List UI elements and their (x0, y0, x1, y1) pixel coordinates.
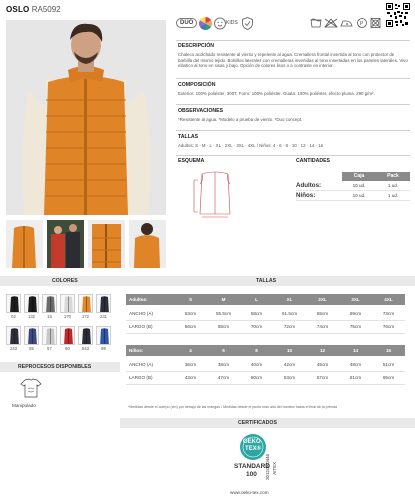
size-header: 10 (286, 348, 293, 353)
color-swatch-55[interactable] (24, 326, 39, 345)
no-tumble-dry-icon (371, 19, 380, 28)
divider (176, 130, 410, 131)
oeko-tex-logo: OEKO TEX® STANDARD 100 2012OK0446 AITEX (236, 432, 294, 490)
table-cell: 66cm (184, 324, 197, 329)
color-wheel-icon (199, 17, 212, 35)
color-code: 02 (11, 314, 16, 319)
svg-text:P: P (360, 21, 364, 27)
care-icons (310, 16, 382, 34)
table-header-label: Adultos: (129, 297, 148, 302)
table-cell: 40cm (250, 362, 263, 367)
schematic-drawing (190, 168, 240, 223)
pack-header: Pack (376, 172, 410, 181)
observaciones-title: OBSERVACIONES (178, 108, 224, 114)
divider (176, 104, 410, 105)
kids-label: KIDS (226, 20, 238, 26)
table-cell: 53cm (184, 311, 197, 316)
color-swatch-132[interactable] (24, 294, 39, 313)
kids-size-table (126, 345, 408, 400)
size-header: 4 (189, 348, 192, 353)
color-swatch-231[interactable] (96, 294, 111, 313)
table-cell: 47cm (217, 375, 230, 380)
divider (176, 78, 410, 79)
tallas-table-title: TALLAS (256, 278, 277, 284)
color-code: 60 (65, 346, 70, 351)
table-cell: 48cm (349, 362, 362, 367)
size-header: XL (286, 297, 293, 302)
product-photo (6, 20, 166, 215)
table-row: Adultos: 10 ud. 1 ud. (296, 181, 410, 191)
color-code: 57 (47, 346, 52, 351)
table-row-label: ANCHO (A) (129, 362, 153, 367)
table-cell: 51cm (382, 362, 395, 367)
tallas-text: Adultos: S · M · L · XL · 2XL · 3XL · 4XL / Niños: 4 · 6 · 8 · 10 · 12 · 14 · 16 (178, 143, 324, 148)
color-swatch-99[interactable] (96, 326, 111, 345)
color-swatch-170[interactable] (60, 294, 75, 313)
color-code: 15 (47, 314, 52, 319)
size-header: 4XL (384, 297, 393, 302)
kids-icon (214, 17, 226, 35)
iron-icon (341, 21, 352, 26)
table-cell: 43cm (184, 375, 197, 380)
table-cell: 72cm (283, 324, 296, 329)
table-cell: 65cm (382, 375, 395, 380)
table-cell: 36cm (184, 362, 197, 367)
color-code: 172 (82, 314, 89, 319)
oeko-tex-link[interactable]: www.oeko-tex.com (230, 490, 269, 495)
color-swatch-57[interactable] (42, 326, 57, 345)
color-swatch-15[interactable] (42, 294, 57, 313)
esquema-title: ESQUEMA (178, 158, 205, 164)
size-header: L (255, 297, 258, 302)
size-header: 14 (352, 348, 359, 353)
color-swatch-02[interactable] (6, 294, 21, 313)
size-header: 16 (385, 348, 392, 353)
dry-clean-icon (358, 19, 367, 28)
thumbnail-strip[interactable] (6, 220, 166, 268)
product-header (6, 5, 61, 14)
product-code: RA5092 (31, 5, 61, 14)
table-cell: 76cm (382, 324, 395, 329)
table-cell: 58cm (250, 311, 263, 316)
size-note: *Medidas desde el cuerpo (cm) por debajo de las mangas / Medidas desde el punto más alto del hombro hasta el final de la prenda (128, 405, 337, 409)
row-divider (126, 320, 405, 321)
table-header-label: Niños: (129, 348, 144, 353)
qr-code[interactable] (386, 3, 410, 27)
thumbnail-back[interactable] (129, 220, 166, 268)
color-code: 132 (28, 314, 35, 319)
table-cell: 73cm (382, 311, 395, 316)
row-divider (126, 371, 405, 372)
descripcion-text: Chaleco acolchado resistente al viento y repelente al agua. Cremallera frontal invertida al tono con protector de barbilla del mismo tejido. Bolsillos laterales con cremalleras invertidas al tono insertadas en los paneles laterales. Vivo elástico al tono en sisas y bajo. Opción de colores lisos o a contraste en interior. (178, 52, 408, 69)
tallas-title: TALLAS (178, 134, 199, 140)
observaciones-text: *Resistente al agua. *Modelo a prueba de viento. *Duo concept. (178, 117, 303, 122)
table-cell: 55.5cm (215, 311, 232, 316)
table-cell: 57cm (316, 375, 329, 380)
row-divider (126, 333, 405, 334)
reprocesos-title: REPROCESOS DISPONIBLES (18, 364, 92, 370)
color-code: 55 (29, 346, 34, 351)
wash-icon (311, 19, 321, 27)
table-cell: 74cm (316, 324, 329, 329)
table-row-label: LARGO (B) (129, 375, 153, 380)
color-code: 843 (82, 346, 89, 351)
divider (176, 155, 410, 156)
thumbnail-detail[interactable] (88, 220, 125, 268)
color-code: 99 (101, 346, 106, 351)
caja-header: Caja (342, 172, 376, 181)
size-header: 3XL (351, 297, 360, 302)
table-row-label: ANCHO (A) (129, 311, 153, 316)
thumbnail-couple[interactable] (47, 220, 84, 268)
table-row: Niños: 10 ud. 1 ud. (296, 191, 410, 201)
table-cell: 53cm (283, 375, 296, 380)
tshirt-icon (16, 378, 46, 398)
colores-title: COLORES (52, 278, 78, 284)
size-header: 6 (222, 348, 225, 353)
size-header: 8 (255, 348, 258, 353)
color-code: 243 (10, 346, 17, 351)
duo-badge: DUO (176, 18, 197, 28)
table-cell: 65cm (316, 311, 329, 316)
color-swatch-843[interactable] (78, 326, 93, 345)
shield-icon (242, 17, 253, 35)
table-cell: 42cm (283, 362, 296, 367)
product-name: OSLO (6, 5, 30, 14)
color-code: 170 (64, 314, 71, 319)
table-cell: 75cm (349, 324, 362, 329)
color-swatch-60[interactable] (60, 326, 75, 345)
adult-size-table (126, 294, 408, 344)
size-header: 2XL (318, 297, 327, 302)
size-header: S (188, 297, 193, 302)
table-cell: 69cm (349, 311, 362, 316)
composicion-text: Exterior: 100% poliéster, 300T. Forro: 100% poliéster. Guata: 100% poliéster, efecto pluma. 290 g/m². (178, 91, 375, 96)
composicion-title: COMPOSICIÓN (178, 82, 216, 88)
table-cell: 38cm (217, 362, 230, 367)
thumbnail-orange-vest[interactable] (6, 220, 43, 268)
manipulado-label: Manipulado (12, 403, 36, 408)
table-row-label: LARGO (B) (129, 324, 153, 329)
certificados-title: CERTIFICADOS (238, 420, 277, 426)
descripcion-title: DESCRIPCIÓN (178, 43, 215, 49)
row-divider (126, 384, 405, 385)
cantidades-table (296, 172, 410, 201)
table-cell: 61cm (349, 375, 362, 380)
color-code: 231 (100, 314, 107, 319)
table-cell: 70cm (250, 324, 263, 329)
size-header: 12 (319, 348, 326, 353)
table-cell: 61.5cm (281, 311, 298, 316)
color-swatch-172[interactable] (78, 294, 93, 313)
no-bleach-icon (325, 19, 337, 27)
table-cell: 45cm (316, 362, 329, 367)
divider (176, 40, 410, 41)
size-header: M (221, 297, 226, 302)
cantidades-title: CANTIDADES (296, 158, 331, 164)
table-cell: 50cm (250, 375, 263, 380)
table-cell: 68cm (217, 324, 230, 329)
color-swatch-243[interactable] (6, 326, 21, 345)
